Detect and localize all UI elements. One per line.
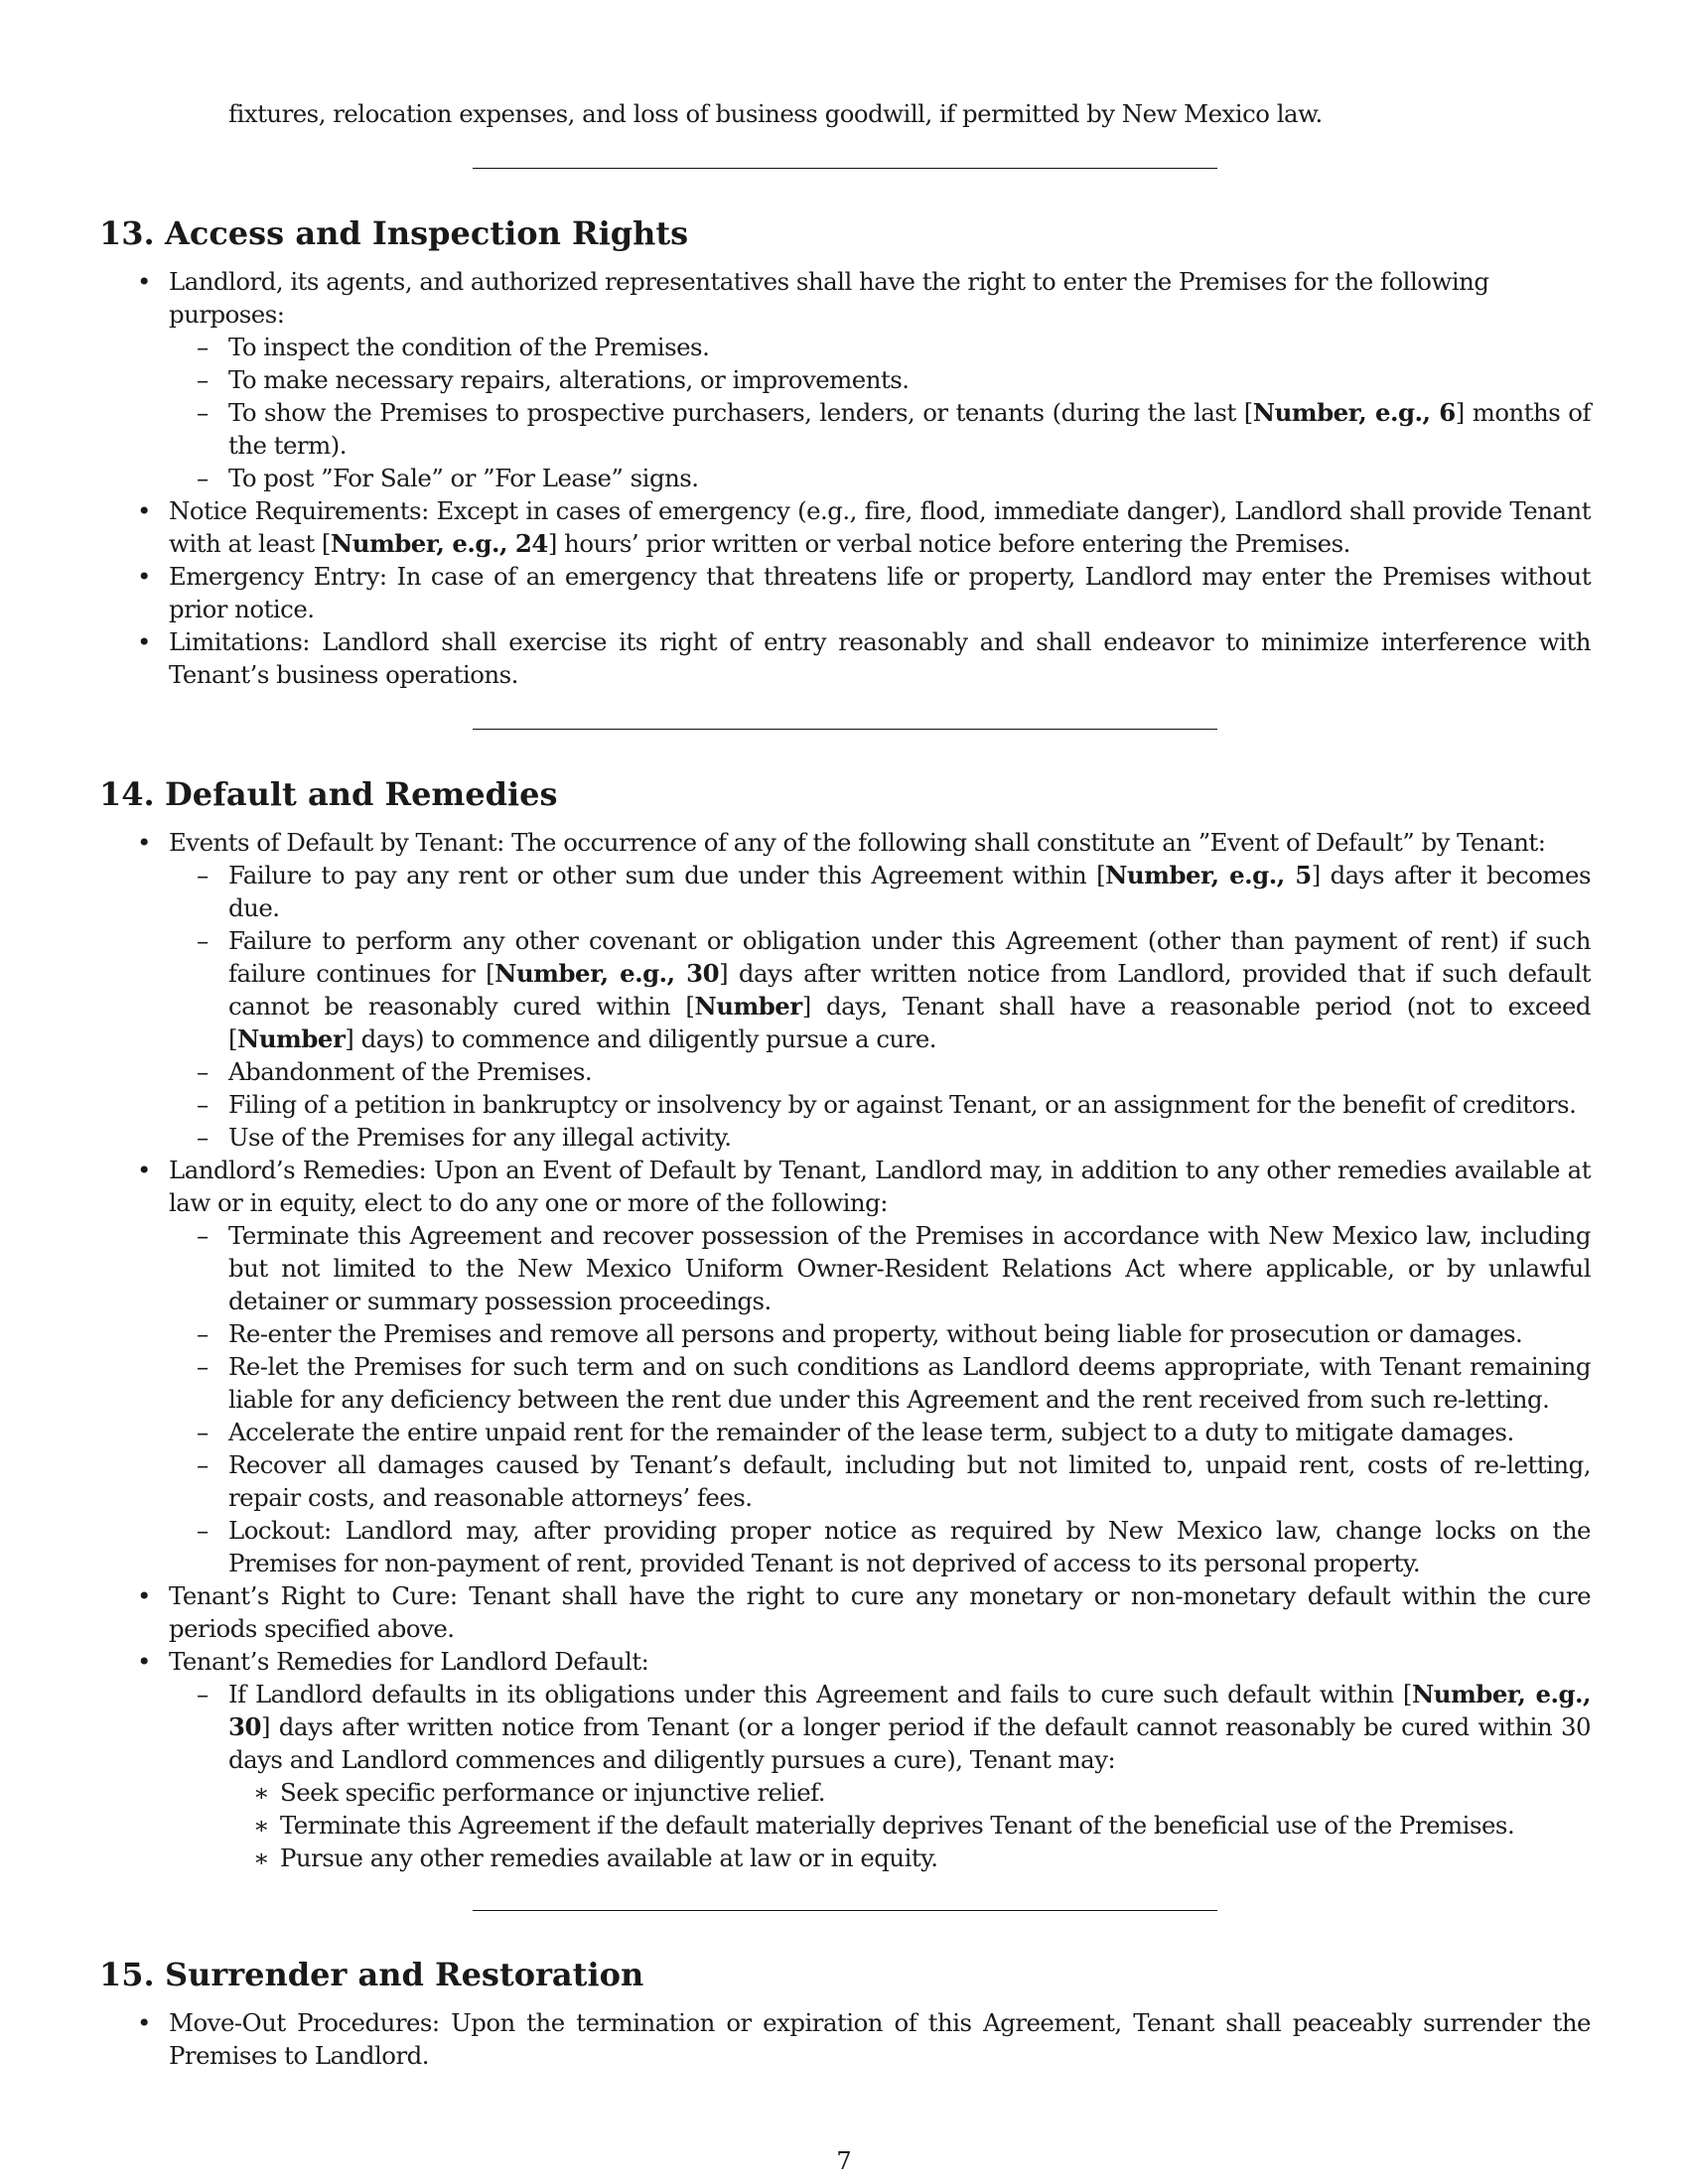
section-number: 14. [99,775,155,813]
sub-list-item: – Recover all damages caused by Tenant’s default, including but not limited to, unpaid rent, costs of re-letting, repair costs, and reasonable attorneys’ fees. [197,1450,1591,1512]
section-number: 15. [99,1956,155,1993]
list-item: • Landlord, its agents, and authorized representatives shall have the right to enter the Premises for the following purposes: [137,267,1489,329]
dash-icon: – [197,1221,209,1250]
section-14-heading [99,774,1591,814]
bullet-icon: • [137,1647,151,1676]
asterisk-icon: ∗ [253,1843,270,1872]
sub-list-item: – Re-enter the Premises and remove all persons and property, without being liable for prosecution or damages. [197,1319,1523,1348]
sub-list-item: – Abandonment of the Premises. [197,1057,593,1086]
dash-icon: – [197,1450,209,1479]
placeholder-field: Number, e.g., 5 [1105,861,1312,889]
section-15-list [99,2006,1591,2072]
section-title: Default and Remedies [165,775,558,813]
section-13-list [99,265,1591,691]
dash-icon: – [197,1090,209,1119]
bullet-icon: • [137,1581,151,1610]
dash-icon: – [197,464,209,492]
list-item: • Tenant’s Remedies for Landlord Default: [137,1647,649,1676]
placeholder-field: Number [237,1024,346,1053]
sub-list-item: – To make necessary repairs, alterations, or improvements. [197,365,910,394]
section-number: 13. [99,214,155,252]
carryover-text: fixtures, relocation expenses, and loss of business goodwill, if permitted by New Mexico law. [228,99,1323,128]
bullet-icon: • [137,562,151,591]
list-item: • Events of Default by Tenant: The occurrence of any of the following shall constitute an ”Event of Default” by Tenant: [137,828,1546,857]
list-item: • Notice Requirements: Except in cases of emergency (e.g., fire, flood, immediate danger), Landlord shall provide Tenant with at least [Number, e.g., 24] hours’ prior written or verbal notice before entering the Premises. [137,496,1591,558]
bullet-icon: • [137,1156,151,1184]
sub-list-item: – Lockout: Landlord may, after providing proper notice as required by New Mexico law, change locks on the Premises for non-payment of rent, provided Tenant is not deprived of access to its personal property. [197,1516,1591,1577]
bullet-icon: • [137,267,151,296]
section-14-list [99,826,1591,1874]
bullet-icon: • [137,627,151,656]
dash-icon: – [197,861,209,889]
dash-icon: – [197,333,209,361]
asterisk-icon: ∗ [253,1778,270,1807]
bullet-icon: • [137,828,151,857]
list-item: • Landlord’s Remedies: Upon an Event of Default by Tenant, Landlord may, in addition to any other remedies available at law or in equity, elect to do any one or more of the following: [137,1156,1591,1217]
placeholder-field: Number [694,992,802,1021]
dash-icon: – [197,1418,209,1446]
sub-list-item: – To post ”For Sale” or ”For Lease” signs. [197,464,699,492]
list-item: • Emergency Entry: In case of an emergency that threatens life or property, Landlord may enter the Premises without prior notice. [137,562,1591,623]
dash-icon: – [197,398,209,427]
dash-icon: – [197,1516,209,1545]
dash-icon: – [197,1352,209,1381]
section-title: Surrender and Restoration [165,1956,644,1993]
section-13-heading [99,213,1591,253]
sub-list-item: – Terminate this Agreement and recover possession of the Premises in accordance with New Mexico law, including but not limited to the New Mexico Uniform Owner-Resident Relations Act where applicable, or by unlawful detainer or summary possession proceedings. [197,1221,1591,1315]
sub-sub-list-item: ∗ Seek specific performance or injunctive relief. [253,1778,826,1807]
sub-list-item: – If Landlord defaults in its obligations under this Agreement and fails to cure such default within [Number, e.g., 30] days after written notice from Tenant (or a longer period if the default cannot reasonably be cured within 30 days and Landlord commences and diligently pursues a cure), Tenant may: [197,1680,1591,1774]
dash-icon: – [197,1319,209,1348]
sub-list-item: – Use of the Premises for any illegal activity. [197,1123,732,1152]
page-number: 7 [836,2147,852,2175]
section-divider [473,1910,1217,1911]
sub-list-item: – To show the Premises to prospective purchasers, lenders, or tenants (during the last [Number, e.g., 6] months of the term). [197,398,1591,460]
sub-list-item: – Failure to pay any rent or other sum due under this Agreement within [Number, e.g., 5] days after it becomes due. [197,861,1591,922]
section-15-heading [99,1955,1591,1994]
sub-list-item: – To inspect the condition of the Premises. [197,333,710,361]
list-item: • Tenant’s Right to Cure: Tenant shall have the right to cure any monetary or non-monetary default within the cure periods specified above. [137,1581,1591,1643]
bullet-icon: • [137,496,151,525]
dash-icon: – [197,1680,209,1708]
placeholder-field: Number, e.g., 24 [330,529,548,558]
placeholder-field: Number, e.g., 6 [1252,398,1456,427]
dash-icon: – [197,1123,209,1152]
sub-list-item: – Failure to perform any other covenant or obligation under this Agreement (other than payment of rent) if such failure continues for [Number, e.g., 30] days after written notice from Landlord, provided that if such default cannot be reasonably cured within [Number] days, Tenant shall have a reasonable period (not to exceed [Number] days) to commence and diligently pursue a cure. [197,926,1591,1053]
sub-list-item: – Filing of a petition in bankruptcy or insolvency by or against Tenant, or an assignment for the benefit of creditors. [197,1090,1577,1119]
sub-sub-list-item: ∗ Terminate this Agreement if the default materially deprives Tenant of the beneficial use of the Premises. [253,1811,1515,1840]
list-item: • Limitations: Landlord shall exercise its right of entry reasonably and shall endeavor to minimize interference with Tenant’s business operations. [137,627,1591,689]
list-item: • Move-Out Procedures: Upon the termination or expiration of this Agreement, Tenant shall peaceably surrender the Premises to Landlord. [137,2008,1591,2070]
dash-icon: – [197,365,209,394]
section-divider [473,168,1217,169]
asterisk-icon: ∗ [253,1811,270,1840]
bullet-icon: • [137,2008,151,2037]
placeholder-field: Number, e.g., 30 [494,959,720,988]
sub-list-item: – Re-let the Premises for such term and on such conditions as Landlord deems appropriate, with Tenant remaining liable for any deficiency between the rent due under this Agreement and the rent received from such re-letting. [197,1352,1591,1414]
section-divider [473,729,1217,730]
section-title: Access and Inspection Rights [165,214,689,252]
page-content [99,97,1591,2072]
placeholder-field: Number, e.g., 30 [228,1680,1591,1741]
dash-icon: – [197,926,209,955]
sub-sub-list-item: ∗ Pursue any other remedies available at law or in equity. [253,1843,938,1872]
sub-list-item: – Accelerate the entire unpaid rent for the remainder of the lease term, subject to a duty to mitigate damages. [197,1418,1514,1446]
dash-icon: – [197,1057,209,1086]
